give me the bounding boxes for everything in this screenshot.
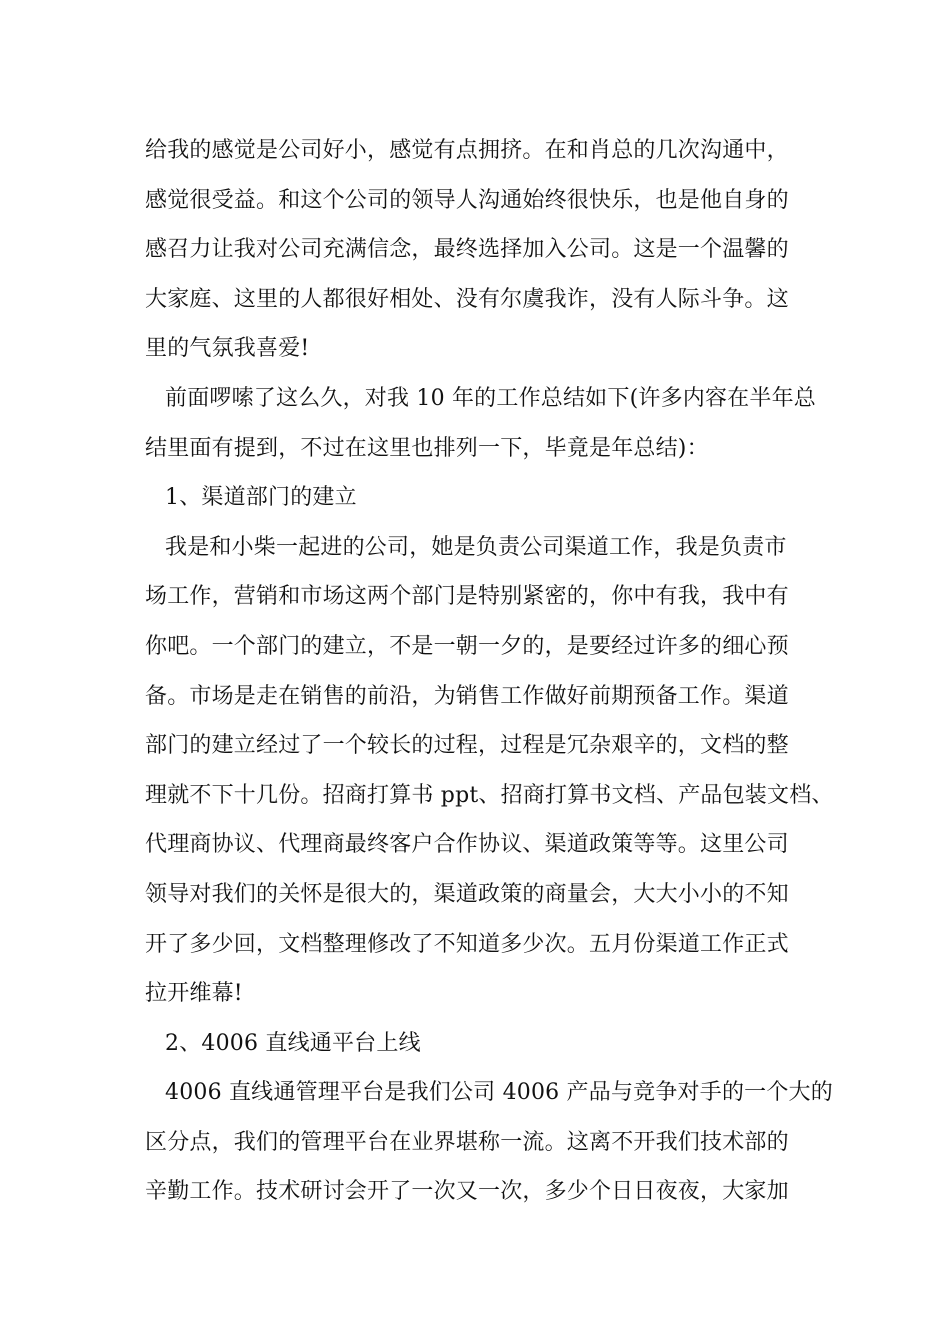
text-line: 里的气氛我喜爱! — [145, 336, 310, 362]
text-line: 部门的建立经过了一个较长的过程，过程是冗杂艰辛的，文档的整 — [145, 733, 789, 759]
text-line: 结里面有提到，不过在这里也排列一下，毕竟是年总结)： — [145, 435, 709, 461]
paragraph-start-line: 4006 直线通管理平台是我们公司 4006 产品与竞争对手的一个大的 — [165, 1080, 833, 1106]
text-line: 开了多少回，文档整理修改了不知道多少次。五月份渠道工作正式 — [145, 931, 789, 957]
text-line: 区分点，我们的管理平台在业界堪称一流。这离不开我们技术部的 — [145, 1129, 789, 1155]
document-body — [145, 126, 834, 1217]
text-line: 感觉很受益。和这个公司的领导人沟通始终很快乐，也是他自身的 — [145, 187, 789, 213]
text-line: 感召力让我对公司充满信念，最终选择加入公司。这是一个温馨的 — [145, 237, 789, 263]
text-line: 给我的感觉是公司好小，感觉有点拥挤。在和肖总的几次沟通中， — [145, 138, 789, 163]
text-line: 辛勤工作。技术研讨会开了一次又一次，多少个日日夜夜，大家加 — [145, 1179, 789, 1205]
text-line: 理就不下十几份。招商打算书 ppt、招商打算书文档、产品包装文档、 — [145, 782, 834, 808]
text-line: 你吧。一个部门的建立，不是一朝一夕的，是要经过许多的细心预 — [145, 633, 789, 659]
text-line: 场工作，营销和市场这两个部门是特别紧密的，你中有我，我中有 — [145, 584, 789, 610]
text-line: 领导对我们的关怀是很大的，渠道政策的商量会，大大小小的不知 — [145, 881, 789, 907]
section-heading-2: 2、4006 直线通平台上线 — [165, 1030, 421, 1056]
paragraph-start-line: 前面啰嗦了这么久，对我 10 年的工作总结如下(许多内容在半年总 — [165, 385, 816, 411]
section-heading-1: 1、渠道部门的建立 — [165, 485, 357, 511]
paragraph-start-line: 我是和小柴一起进的公司，她是负责公司渠道工作，我是负责市 — [165, 534, 787, 560]
text-line: 大家庭、这里的人都很好相处、没有尔虞我诈，没有人际斗争。这 — [145, 286, 789, 312]
text-line: 拉开维幕! — [145, 981, 243, 1007]
text-line: 备。市场是走在销售的前沿，为销售工作做好前期预备工作。渠道 — [145, 683, 789, 709]
text-line: 代理商协议、代理商最终客户合作协议、渠道政策等等。这里公司 — [145, 832, 789, 858]
